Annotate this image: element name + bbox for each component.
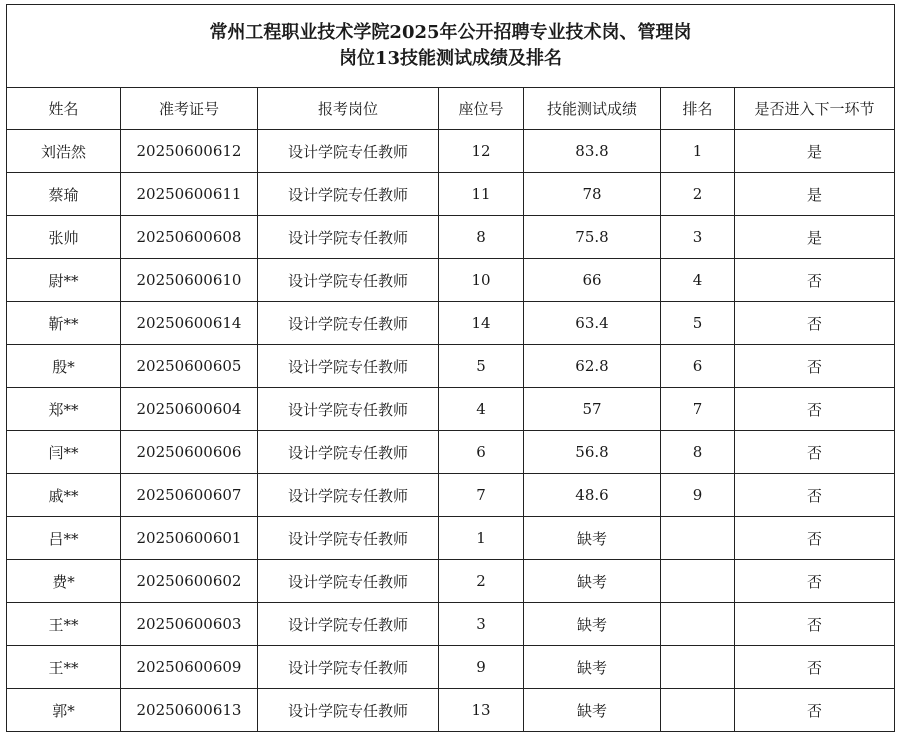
- table-title: [7, 5, 895, 88]
- cell-next: 否: [735, 646, 895, 689]
- cell-rank: 5: [661, 302, 735, 345]
- cell-seat: 3: [439, 603, 524, 646]
- cell-ticket: 20250600613: [121, 689, 258, 732]
- cell-name: 郭*: [7, 689, 121, 732]
- cell-name: 闫**: [7, 431, 121, 474]
- table-row: [7, 474, 895, 517]
- cell-rank: 3: [661, 216, 735, 259]
- table-row: [7, 388, 895, 431]
- cell-name: 王**: [7, 603, 121, 646]
- cell-score: 78: [524, 173, 661, 216]
- title-line-1: 常州工程职业技术学院2025年公开招聘专业技术岗、管理岗: [209, 22, 692, 43]
- cell-seat: 8: [439, 216, 524, 259]
- cell-rank: 6: [661, 345, 735, 388]
- cell-score: 75.8: [524, 216, 661, 259]
- cell-seat: 10: [439, 259, 524, 302]
- cell-ticket: 20250600602: [121, 560, 258, 603]
- table-row: [7, 689, 895, 732]
- cell-position: 设计学院专任教师: [258, 517, 439, 560]
- cell-rank: [661, 560, 735, 603]
- cell-next: 否: [735, 259, 895, 302]
- cell-score: 62.8: [524, 345, 661, 388]
- cell-ticket: 20250600605: [121, 345, 258, 388]
- cell-ticket: 20250600603: [121, 603, 258, 646]
- cell-name: 殷*: [7, 345, 121, 388]
- table-row: [7, 646, 895, 689]
- table-row: [7, 517, 895, 560]
- col-header-rank: 排名: [661, 88, 735, 130]
- table-row: [7, 259, 895, 302]
- cell-name: 尉**: [7, 259, 121, 302]
- cell-name: 靳**: [7, 302, 121, 345]
- cell-next: 否: [735, 517, 895, 560]
- cell-ticket: 20250600614: [121, 302, 258, 345]
- cell-rank: [661, 646, 735, 689]
- cell-name: 张帅: [7, 216, 121, 259]
- cell-score: 83.8: [524, 130, 661, 173]
- cell-seat: 13: [439, 689, 524, 732]
- cell-score: 缺考: [524, 603, 661, 646]
- cell-score: 缺考: [524, 560, 661, 603]
- table-row: [7, 173, 895, 216]
- cell-seat: 7: [439, 474, 524, 517]
- cell-rank: 2: [661, 173, 735, 216]
- header-row: [7, 88, 895, 130]
- cell-score: 57: [524, 388, 661, 431]
- col-header-ticket: 准考证号: [121, 88, 258, 130]
- cell-seat: 1: [439, 517, 524, 560]
- cell-score: 66: [524, 259, 661, 302]
- cell-seat: 5: [439, 345, 524, 388]
- cell-next: 是: [735, 216, 895, 259]
- table-row: [7, 431, 895, 474]
- cell-ticket: 20250600601: [121, 517, 258, 560]
- cell-position: 设计学院专任教师: [258, 302, 439, 345]
- col-header-name: 姓名: [7, 88, 121, 130]
- cell-position: 设计学院专任教师: [258, 130, 439, 173]
- cell-name: 郑**: [7, 388, 121, 431]
- results-sheet: [6, 4, 894, 734]
- cell-position: 设计学院专任教师: [258, 173, 439, 216]
- cell-rank: 1: [661, 130, 735, 173]
- cell-position: 设计学院专任教师: [258, 646, 439, 689]
- cell-next: 是: [735, 130, 895, 173]
- cell-rank: 7: [661, 388, 735, 431]
- cell-position: 设计学院专任教师: [258, 388, 439, 431]
- table-row: [7, 216, 895, 259]
- cell-next: 否: [735, 689, 895, 732]
- table-row: [7, 603, 895, 646]
- cell-position: 设计学院专任教师: [258, 689, 439, 732]
- cell-seat: 9: [439, 646, 524, 689]
- cell-ticket: 20250600611: [121, 173, 258, 216]
- cell-position: 设计学院专任教师: [258, 560, 439, 603]
- table-row: [7, 345, 895, 388]
- col-header-score: 技能测试成绩: [524, 88, 661, 130]
- col-header-position: 报考岗位: [258, 88, 439, 130]
- cell-seat: 2: [439, 560, 524, 603]
- cell-score: 缺考: [524, 517, 661, 560]
- cell-position: 设计学院专任教师: [258, 474, 439, 517]
- cell-position: 设计学院专任教师: [258, 259, 439, 302]
- cell-next: 否: [735, 345, 895, 388]
- cell-next: 否: [735, 603, 895, 646]
- col-header-next: 是否进入下一环节: [735, 88, 895, 130]
- results-table: [6, 4, 895, 732]
- cell-position: 设计学院专任教师: [258, 431, 439, 474]
- cell-position: 设计学院专任教师: [258, 345, 439, 388]
- cell-ticket: 20250600612: [121, 130, 258, 173]
- table-body: [7, 130, 895, 732]
- cell-score: 56.8: [524, 431, 661, 474]
- table-row: [7, 560, 895, 603]
- title-line-2: 岗位13技能测试成绩及排名: [338, 48, 563, 69]
- cell-next: 否: [735, 302, 895, 345]
- cell-ticket: 20250600606: [121, 431, 258, 474]
- cell-name: 蔡瑜: [7, 173, 121, 216]
- cell-rank: 4: [661, 259, 735, 302]
- title-row: [7, 5, 895, 88]
- cell-next: 否: [735, 431, 895, 474]
- cell-name: 费*: [7, 560, 121, 603]
- cell-rank: 9: [661, 474, 735, 517]
- cell-name: 吕**: [7, 517, 121, 560]
- table-row: [7, 130, 895, 173]
- cell-next: 是: [735, 173, 895, 216]
- cell-seat: 11: [439, 173, 524, 216]
- cell-ticket: 20250600608: [121, 216, 258, 259]
- cell-seat: 4: [439, 388, 524, 431]
- col-header-seat: 座位号: [439, 88, 524, 130]
- cell-ticket: 20250600607: [121, 474, 258, 517]
- cell-score: 缺考: [524, 689, 661, 732]
- cell-name: 刘浩然: [7, 130, 121, 173]
- cell-position: 设计学院专任教师: [258, 603, 439, 646]
- cell-ticket: 20250600604: [121, 388, 258, 431]
- cell-name: 戚**: [7, 474, 121, 517]
- cell-score: 63.4: [524, 302, 661, 345]
- cell-ticket: 20250600610: [121, 259, 258, 302]
- cell-name: 王**: [7, 646, 121, 689]
- cell-score: 48.6: [524, 474, 661, 517]
- cell-next: 否: [735, 560, 895, 603]
- cell-rank: 8: [661, 431, 735, 474]
- cell-seat: 6: [439, 431, 524, 474]
- cell-position: 设计学院专任教师: [258, 216, 439, 259]
- cell-score: 缺考: [524, 646, 661, 689]
- cell-seat: 12: [439, 130, 524, 173]
- cell-seat: 14: [439, 302, 524, 345]
- table-row: [7, 302, 895, 345]
- cell-ticket: 20250600609: [121, 646, 258, 689]
- cell-rank: [661, 603, 735, 646]
- cell-rank: [661, 689, 735, 732]
- cell-next: 否: [735, 474, 895, 517]
- cell-next: 否: [735, 388, 895, 431]
- cell-rank: [661, 517, 735, 560]
